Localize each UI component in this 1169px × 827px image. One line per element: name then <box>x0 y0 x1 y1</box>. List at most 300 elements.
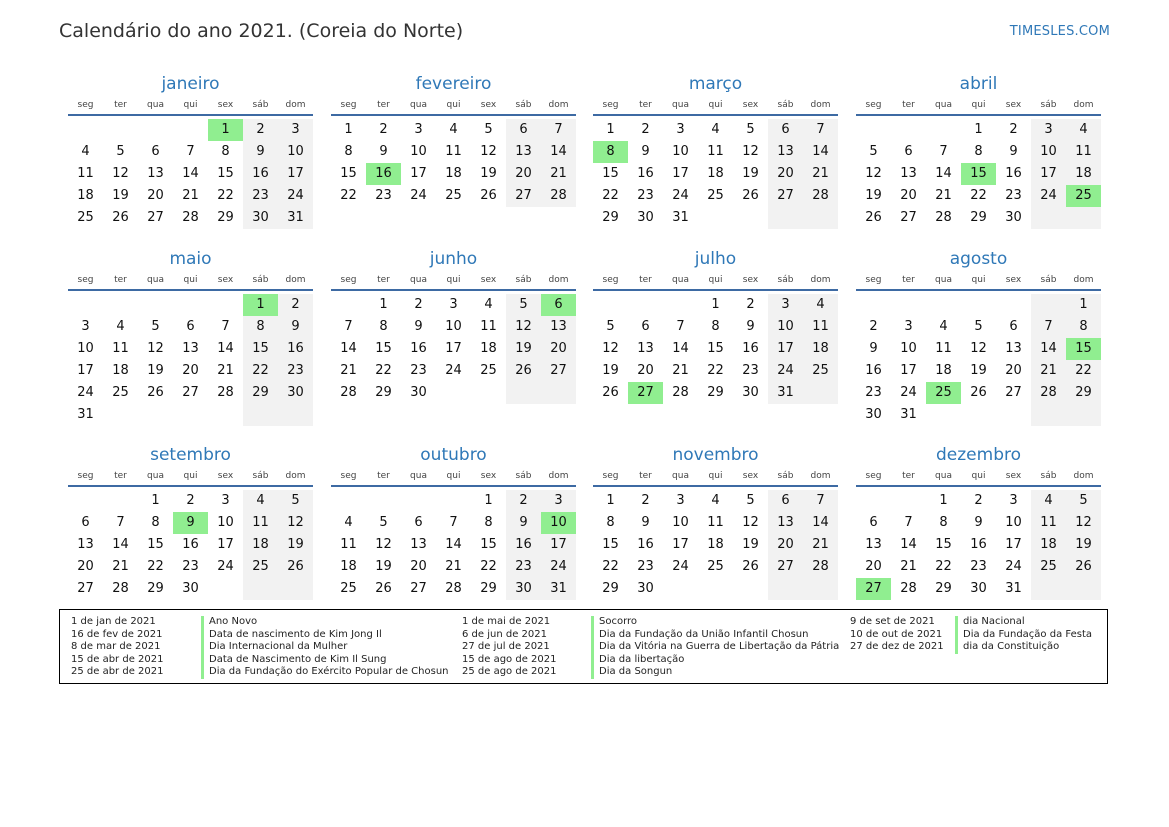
day-cell: 4 <box>243 490 278 512</box>
day-cell: 4 <box>81 144 90 159</box>
day-cell: 4 <box>116 319 125 334</box>
day-cell: 19 <box>1066 534 1101 556</box>
day-cell: 23 <box>742 363 759 378</box>
day-cell: 12 <box>375 537 392 552</box>
month-divider <box>68 485 313 487</box>
weekday-label: qua <box>410 100 427 110</box>
day-cell: 15 <box>243 338 278 360</box>
holiday-day-cell: 27 <box>628 382 663 404</box>
empty-cell <box>103 294 138 316</box>
day-cell: 9 <box>278 316 313 338</box>
day-cell: 21 <box>935 188 952 203</box>
day-cell: 14 <box>182 166 199 181</box>
weekday-label: sáb <box>252 275 269 285</box>
day-cell: 19 <box>742 537 759 552</box>
day-cell: 21 <box>182 188 199 203</box>
day-cell: 14 <box>217 341 234 356</box>
day-cell: 24 <box>672 559 689 574</box>
day-cell: 23 <box>1005 188 1022 203</box>
holiday-day-cell: 15 <box>961 163 996 185</box>
weekday-header <box>68 96 313 114</box>
legend-date: 9 de set de 2021 <box>850 616 935 627</box>
day-cell: 9 <box>746 319 755 334</box>
weekday-label: sáb <box>777 471 794 481</box>
month-outubro <box>331 444 576 600</box>
weekday-label: sex <box>217 275 234 285</box>
empty-cell <box>698 207 733 229</box>
weekday-label: dom <box>285 100 306 110</box>
day-cell: 23 <box>278 360 313 382</box>
day-cell: 14 <box>1031 338 1066 360</box>
day-cell: 20 <box>1005 363 1022 378</box>
empty-cell <box>628 294 663 316</box>
empty-cell <box>733 207 768 229</box>
day-cell: 5 <box>746 493 755 508</box>
day-cell: 6 <box>904 144 913 159</box>
empty-cell <box>768 578 803 600</box>
day-cell: 22 <box>1066 360 1101 382</box>
day-cell: 3 <box>768 294 803 316</box>
legend-date: 27 de jul de 2021 <box>462 641 550 652</box>
day-cell: 15 <box>602 166 619 181</box>
day-cell: 5 <box>869 144 878 159</box>
day-cell: 9 <box>1009 144 1018 159</box>
legend-holiday-name: Dia da Fundação da União Infantil Chosun <box>591 629 839 642</box>
weekday-label: dom <box>810 100 831 110</box>
empty-cell <box>173 119 208 141</box>
weekday-label: qua <box>147 275 164 285</box>
day-cell: 27 <box>768 185 803 207</box>
day-cell: 18 <box>480 341 497 356</box>
weekday-header <box>331 96 576 114</box>
day-cell: 17 <box>1031 163 1066 185</box>
day-cell: 17 <box>672 537 689 552</box>
empty-cell <box>103 404 138 426</box>
weekday-label: dom <box>810 275 831 285</box>
weekday-label: ter <box>114 275 127 285</box>
day-cell: 13 <box>506 141 541 163</box>
weekday-label: sáb <box>252 471 269 481</box>
weekday-label: sex <box>217 100 234 110</box>
weekday-header <box>331 271 576 289</box>
day-cell: 28 <box>803 556 838 578</box>
empty-cell <box>803 578 838 600</box>
day-cell: 18 <box>77 188 94 203</box>
day-cell: 13 <box>768 512 803 534</box>
empty-cell <box>173 404 208 426</box>
day-cell: 17 <box>278 163 313 185</box>
empty-cell <box>243 578 278 600</box>
day-cell: 12 <box>112 166 129 181</box>
day-cell: 22 <box>243 360 278 382</box>
day-cell: 18 <box>445 166 462 181</box>
day-cell: 3 <box>1031 119 1066 141</box>
month-name: setembro <box>150 445 231 465</box>
weekday-label: qua <box>147 471 164 481</box>
day-cell: 14 <box>803 512 838 534</box>
empty-cell <box>68 119 103 141</box>
day-cell: 5 <box>379 515 388 530</box>
empty-cell <box>208 578 243 600</box>
weekday-label: dom <box>548 100 569 110</box>
day-cell: 6 <box>1009 319 1018 334</box>
day-grid <box>593 294 838 404</box>
day-cell: 15 <box>602 537 619 552</box>
day-grid <box>331 119 576 207</box>
day-cell: 7 <box>904 515 913 530</box>
empty-cell <box>278 404 313 426</box>
day-cell: 19 <box>375 559 392 574</box>
day-cell: 20 <box>768 534 803 556</box>
day-cell: 3 <box>676 493 685 508</box>
legend-holiday-name: Ano Novo <box>201 616 449 629</box>
day-cell: 22 <box>340 188 357 203</box>
day-cell: 13 <box>182 341 199 356</box>
weekday-label: sex <box>742 100 759 110</box>
holiday-day-cell: 1 <box>243 294 278 316</box>
day-grid <box>856 490 1101 600</box>
weekday-label: sáb <box>515 275 532 285</box>
day-cell: 25 <box>340 581 357 596</box>
weekday-label: seg <box>602 100 619 110</box>
weekday-label: qui <box>446 100 461 110</box>
day-cell: 10 <box>278 141 313 163</box>
day-grid <box>856 119 1101 229</box>
day-cell: 22 <box>970 188 987 203</box>
empty-cell <box>68 490 103 512</box>
day-cell: 11 <box>803 316 838 338</box>
day-cell: 3 <box>221 493 230 508</box>
day-cell: 11 <box>445 144 462 159</box>
month-divider <box>593 289 838 291</box>
day-cell: 26 <box>602 385 619 400</box>
weekday-label: qui <box>183 471 198 481</box>
day-cell: 18 <box>707 537 724 552</box>
weekday-label: qua <box>935 275 952 285</box>
weekday-label: ter <box>902 471 915 481</box>
day-cell: 29 <box>707 385 724 400</box>
day-cell: 29 <box>970 210 987 225</box>
empty-cell <box>68 294 103 316</box>
legend-holiday-name: dia Nacional <box>955 616 1092 629</box>
weekday-label: qui <box>708 471 723 481</box>
empty-cell <box>103 490 138 512</box>
weekday-label: ter <box>902 100 915 110</box>
day-cell: 15 <box>217 166 234 181</box>
day-cell: 31 <box>541 578 576 600</box>
day-cell: 1 <box>484 493 493 508</box>
weekday-label: qui <box>971 275 986 285</box>
empty-cell <box>436 382 471 404</box>
day-cell: 1 <box>606 493 615 508</box>
day-cell: 5 <box>484 122 493 137</box>
empty-cell <box>173 294 208 316</box>
legend-date-column <box>462 616 556 679</box>
day-cell: 22 <box>217 188 234 203</box>
weekday-label: seg <box>865 100 882 110</box>
day-cell: 14 <box>900 537 917 552</box>
weekday-label: sáb <box>777 100 794 110</box>
day-cell: 25 <box>480 363 497 378</box>
empty-cell <box>103 119 138 141</box>
day-cell: 20 <box>410 559 427 574</box>
day-cell: 18 <box>803 338 838 360</box>
day-cell: 10 <box>445 319 462 334</box>
day-cell: 5 <box>974 319 983 334</box>
empty-cell <box>961 404 996 426</box>
day-cell: 2 <box>869 319 878 334</box>
empty-cell <box>243 404 278 426</box>
weekday-label: sex <box>742 275 759 285</box>
day-cell: 4 <box>1066 119 1101 141</box>
day-cell: 19 <box>147 363 164 378</box>
day-cell: 27 <box>900 210 917 225</box>
month-name: dezembro <box>936 445 1021 465</box>
holiday-day-cell: 27 <box>856 578 891 600</box>
weekday-label: ter <box>639 471 652 481</box>
empty-cell <box>996 404 1031 426</box>
day-cell: 3 <box>449 297 458 312</box>
day-cell: 22 <box>935 559 952 574</box>
day-cell: 8 <box>939 515 948 530</box>
weekday-label: ter <box>377 275 390 285</box>
empty-cell <box>1031 578 1066 600</box>
day-cell: 18 <box>1066 163 1101 185</box>
empty-cell <box>1031 207 1066 229</box>
weekday-label: ter <box>377 471 390 481</box>
day-cell: 22 <box>375 363 392 378</box>
day-cell: 30 <box>506 578 541 600</box>
month-name: janeiro <box>161 74 220 94</box>
month-divider <box>68 289 313 291</box>
day-cell: 1 <box>344 122 353 137</box>
day-cell: 3 <box>676 122 685 137</box>
weekday-label: qua <box>672 100 689 110</box>
weekday-label: qua <box>935 100 952 110</box>
day-cell: 26 <box>970 385 987 400</box>
weekday-label: sex <box>217 471 234 481</box>
day-cell: 10 <box>410 144 427 159</box>
day-cell: 25 <box>445 188 462 203</box>
day-cell: 30 <box>1005 210 1022 225</box>
day-cell: 23 <box>182 559 199 574</box>
weekday-label: sex <box>480 275 497 285</box>
weekday-label: sex <box>480 100 497 110</box>
day-grid <box>68 119 313 229</box>
day-cell: 3 <box>81 319 90 334</box>
day-cell: 18 <box>707 166 724 181</box>
month-name: abril <box>959 74 998 94</box>
day-cell: 5 <box>746 122 755 137</box>
legend-date: 1 de jan de 2021 <box>71 616 156 627</box>
day-cell: 20 <box>900 188 917 203</box>
day-cell: 13 <box>541 316 576 338</box>
holiday-day-cell: 25 <box>926 382 961 404</box>
holiday-day-cell: 16 <box>366 163 401 185</box>
day-cell: 24 <box>768 360 803 382</box>
day-cell: 10 <box>672 144 689 159</box>
day-cell: 11 <box>340 537 357 552</box>
empty-cell <box>926 294 961 316</box>
day-cell: 21 <box>340 363 357 378</box>
day-cell: 16 <box>637 537 654 552</box>
weekday-label: sáb <box>777 275 794 285</box>
month-junho <box>331 248 576 404</box>
day-cell: 25 <box>803 360 838 382</box>
holiday-day-cell: 10 <box>541 512 576 534</box>
day-cell: 23 <box>637 559 654 574</box>
day-cell: 12 <box>480 144 497 159</box>
weekday-header <box>68 271 313 289</box>
day-cell: 2 <box>506 490 541 512</box>
day-cell: 2 <box>414 297 423 312</box>
day-cell: 29 <box>147 581 164 596</box>
month-divider <box>856 485 1101 487</box>
day-cell: 23 <box>375 188 392 203</box>
day-cell: 16 <box>970 537 987 552</box>
day-cell: 29 <box>602 210 619 225</box>
weekday-label: dom <box>285 471 306 481</box>
day-cell: 3 <box>904 319 913 334</box>
day-cell: 30 <box>742 385 759 400</box>
legend-holiday-name: Dia da Vitória na Guerra de Libertação da Pátria <box>591 641 839 654</box>
empty-cell <box>803 382 838 404</box>
day-cell: 6 <box>641 319 650 334</box>
day-cell: 2 <box>278 294 313 316</box>
weekday-label: seg <box>77 100 94 110</box>
legend-date: 25 de abr de 2021 <box>71 666 164 677</box>
day-cell: 29 <box>935 581 952 596</box>
day-cell: 28 <box>935 210 952 225</box>
day-cell: 20 <box>147 188 164 203</box>
day-cell: 1 <box>711 297 720 312</box>
day-cell: 28 <box>1031 382 1066 404</box>
day-cell: 21 <box>803 163 838 185</box>
day-cell: 17 <box>410 166 427 181</box>
day-cell: 12 <box>970 341 987 356</box>
day-cell: 19 <box>742 166 759 181</box>
day-cell: 3 <box>278 119 313 141</box>
legend-name-column <box>201 616 449 679</box>
day-cell: 8 <box>606 515 615 530</box>
weekday-label: dom <box>1073 100 1094 110</box>
day-cell: 9 <box>506 512 541 534</box>
weekday-label: seg <box>865 275 882 285</box>
day-cell: 11 <box>112 341 129 356</box>
month-divider <box>331 114 576 116</box>
weekday-label: sáb <box>1040 275 1057 285</box>
day-cell: 8 <box>243 316 278 338</box>
day-cell: 14 <box>935 166 952 181</box>
day-cell: 13 <box>77 537 94 552</box>
day-cell: 16 <box>182 537 199 552</box>
day-cell: 20 <box>506 163 541 185</box>
weekday-label: qua <box>410 275 427 285</box>
day-cell: 9 <box>974 515 983 530</box>
day-cell: 30 <box>278 382 313 404</box>
day-cell: 1 <box>939 493 948 508</box>
day-cell: 24 <box>77 385 94 400</box>
empty-cell <box>138 404 173 426</box>
weekday-header <box>68 467 313 485</box>
day-cell: 8 <box>711 319 720 334</box>
legend-date: 10 de out de 2021 <box>850 628 943 640</box>
day-cell: 22 <box>147 559 164 574</box>
day-cell: 20 <box>768 163 803 185</box>
day-cell: 8 <box>484 515 493 530</box>
weekday-header <box>593 467 838 485</box>
month-name: novembro <box>672 445 759 465</box>
empty-cell <box>401 490 436 512</box>
day-cell: 20 <box>541 338 576 360</box>
day-cell: 29 <box>480 581 497 596</box>
month-março <box>593 73 838 229</box>
day-cell: 4 <box>344 515 353 530</box>
weekday-label: qua <box>410 471 427 481</box>
empty-cell <box>1031 404 1066 426</box>
day-cell: 12 <box>742 515 759 530</box>
day-cell: 4 <box>711 122 720 137</box>
month-name: fevereiro <box>415 74 492 94</box>
empty-cell <box>1066 207 1101 229</box>
day-cell: 2 <box>1009 122 1018 137</box>
day-cell: 15 <box>375 341 392 356</box>
empty-cell <box>331 490 366 512</box>
weekday-label: sex <box>1005 100 1022 110</box>
empty-cell <box>803 207 838 229</box>
day-cell: 26 <box>742 188 759 203</box>
day-cell: 27 <box>768 556 803 578</box>
holiday-day-cell: 6 <box>541 294 576 316</box>
weekday-label: ter <box>639 275 652 285</box>
legend-date-column <box>71 616 163 679</box>
day-cell: 8 <box>151 515 160 530</box>
month-name: agosto <box>949 249 1008 269</box>
empty-cell <box>138 294 173 316</box>
empty-cell <box>856 490 891 512</box>
day-cell: 28 <box>340 385 357 400</box>
day-cell: 9 <box>641 515 650 530</box>
day-cell: 2 <box>243 119 278 141</box>
weekday-label: dom <box>548 471 569 481</box>
month-divider <box>68 114 313 116</box>
day-cell: 21 <box>445 559 462 574</box>
day-cell: 24 <box>900 385 917 400</box>
day-cell: 6 <box>414 515 423 530</box>
day-cell: 30 <box>243 207 278 229</box>
day-cell: 16 <box>243 163 278 185</box>
weekday-label: sex <box>1005 275 1022 285</box>
day-cell: 6 <box>768 490 803 512</box>
day-cell: 26 <box>147 385 164 400</box>
weekday-header <box>856 96 1101 114</box>
day-cell: 13 <box>1005 341 1022 356</box>
day-cell: 26 <box>865 210 882 225</box>
site-link[interactable]: TIMESLES.COM <box>1009 24 1110 39</box>
weekday-label: ter <box>639 100 652 110</box>
day-cell: 27 <box>506 185 541 207</box>
day-cell: 13 <box>637 341 654 356</box>
empty-cell <box>891 490 926 512</box>
day-cell: 21 <box>541 163 576 185</box>
month-setembro <box>68 444 313 600</box>
day-cell: 31 <box>900 407 917 422</box>
day-cell: 29 <box>1066 382 1101 404</box>
day-cell: 18 <box>243 534 278 556</box>
day-cell: 31 <box>768 382 803 404</box>
day-cell: 26 <box>1066 556 1101 578</box>
day-cell: 12 <box>865 166 882 181</box>
